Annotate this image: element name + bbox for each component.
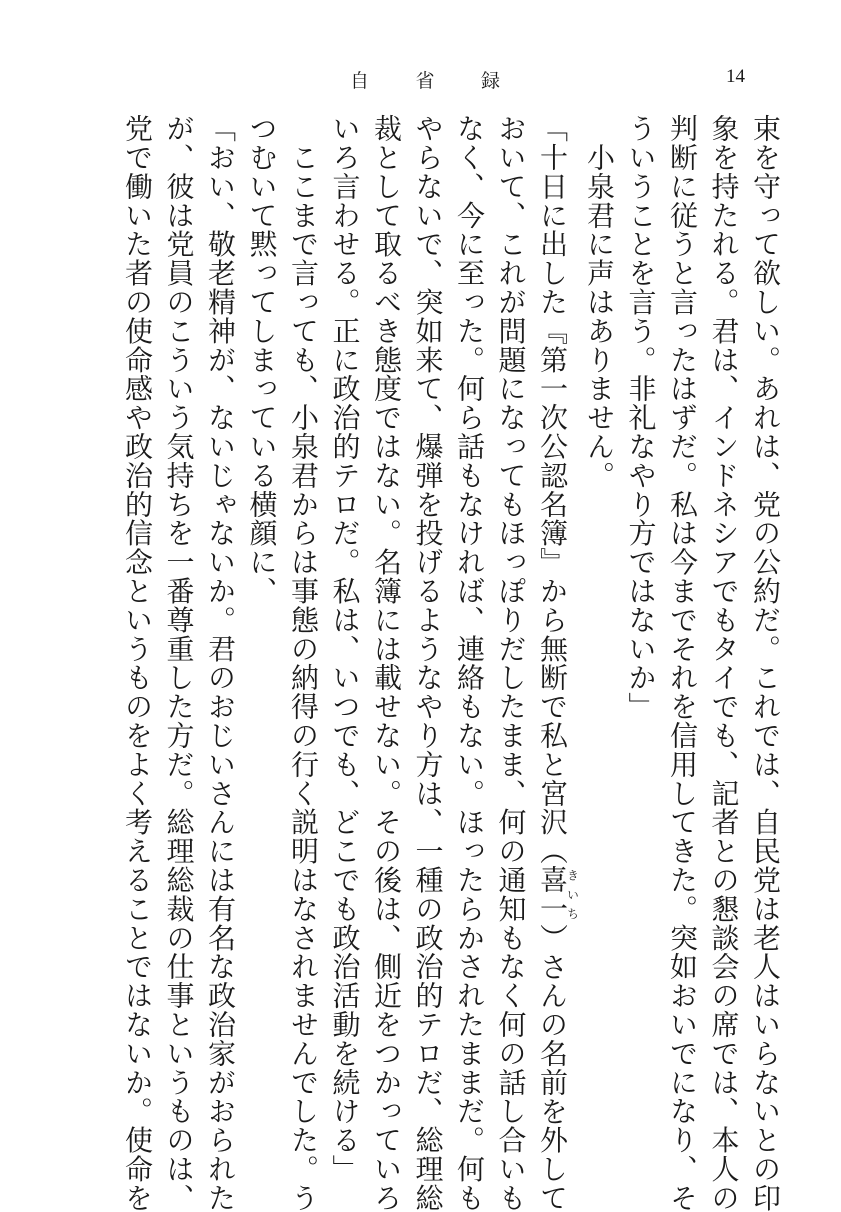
running-header-title xyxy=(350,66,500,93)
vertical-body-text xyxy=(117,114,787,1212)
page-number: 14 xyxy=(726,66,745,87)
text-line: 束を守って欲しい。あれは、党の公約だ。これでは、自民党は老人はいらないとの印 xyxy=(749,114,782,1212)
text-line-head: 「十日に出した『第一次公認名簿』から無断で私と宮沢 xyxy=(536,114,569,837)
header-char-1: 自 xyxy=(350,70,370,92)
text-line: おいて、これが問題になってもほっぽりだしたまま、何の通知もなく何の話し合いも xyxy=(494,114,528,1212)
header-char-3: 録 xyxy=(480,70,500,92)
text-line-tail: さんの名前を外して xyxy=(536,952,569,1212)
text-line: ここまで言っても、小泉君からは事態の納得の行く説明はなされませんでした。う xyxy=(287,114,320,1212)
header-char-2: 省 xyxy=(415,70,435,92)
text-line: なく、今に至った。何ら話もなければ、連絡もない。ほったらかされたままだ。何も xyxy=(453,114,486,1212)
text-line: いろ言わせる。正に政治的テロだ。私は、いつでも、どこでも政治活動を続ける」 xyxy=(328,114,362,1184)
ruby-reading: きいち xyxy=(565,865,580,924)
text-line: 党で働いた者の使命感や政治的信念というものをよく考えることではないか。使命を xyxy=(121,114,154,1212)
text-line: ういうことを言う。非礼なやり方ではないか」 xyxy=(624,114,658,721)
text-line: つむいて黙ってしまっている横顔に、 xyxy=(245,114,279,606)
text-line: やらないで、突如来て、爆弾を投げるようなやり方は、一種の政治的テロだ、総理総 xyxy=(411,114,445,1212)
ruby-base: 喜一 xyxy=(536,865,569,924)
ruby-annotation xyxy=(536,865,580,924)
text-line: 「おい、敬老精神が、ないじゃないか。君のおじいさんには有名な政治家がおられた xyxy=(204,114,237,1212)
text-line: 象を持たれる。君は、インドネシアでもタイでも、記者との懇談会の席では、本人の xyxy=(707,114,741,1212)
text-line-with-ruby: 「十日に出した『第一次公認名簿』から無断で私と宮沢（喜一きいち）さんの名前を外して xyxy=(536,114,580,1212)
text-line: 裁として取るべき態度ではない。名簿には載せない。その後は、側近をつかっていろ xyxy=(370,114,403,1212)
text-line: 判断に従うと言ったはずだ。私は今までそれを信用してきた。突如おいでになり、そ xyxy=(666,114,699,1212)
text-line: 小泉君に声はありません。 xyxy=(583,114,616,490)
text-line: が、彼は党員のこういう気持ちを一番尊重した方だ。総理総裁の仕事というものは、 xyxy=(162,114,196,1212)
